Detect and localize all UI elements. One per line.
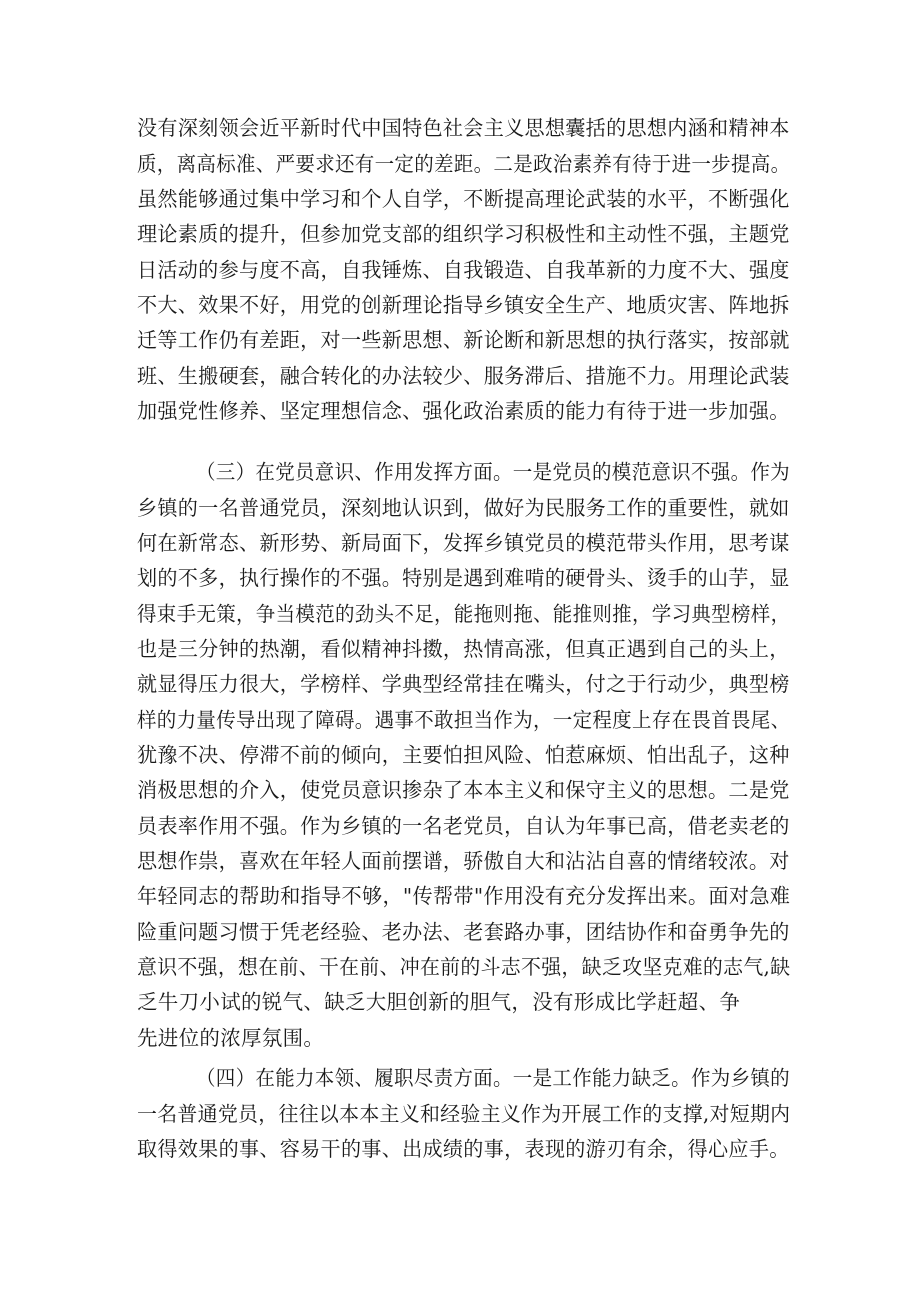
text-line: 不大、效果不好，用党的创新理论指导乡镇安全生产、地质灾害、阵地拆 [137, 293, 790, 317]
text-line: （三）在党员意识、作用发挥方面。一是党员的模范意识不强。作为 [196, 460, 790, 484]
text-line: 加强党性修养、坚定理想信念、强化政治素质的能力有待于进一步加强。 [137, 399, 790, 423]
text-line: （四）在能力本领、履职尽责方面。一是工作能力缺乏。作为乡镇的 [196, 1066, 790, 1090]
text-line: 险重问题习惯于凭老经验、老办法、老套路办事，团结协作和奋勇争先的 [137, 920, 790, 944]
text-line: 班、生搬硬套，融合转化的办法较少、服务滞后、措施不力。用理论武装 [137, 364, 790, 388]
text-line: 没有深刻领会近平新时代中国特色社会主义思想囊括的思想内涵和精神本 [137, 116, 790, 140]
text-line: 消极思想的介入，使党员意识掺杂了本本主义和保守主义的思想。二是党 [137, 778, 790, 802]
text-line: 质，离高标准、严要求还有一定的差距。二是政治素养有待于进一步提高。 [137, 152, 791, 176]
text-line: 理论素质的提升，但参加党支部的组织学习积极性和主动性不强，主题党 [137, 222, 790, 246]
text-line: 就显得压力很大，学榜样、学典型经常挂在嘴头，付之于行动少，典型榜 [137, 672, 790, 696]
text-line: 何在新常态、新形势、新局面下，发挥乡镇党员的模范带头作用，思考谋 [137, 531, 790, 555]
text-line: 样的力量传导出现了障碍。遇事不敢担当作为，一定程度上存在畏首畏尾、 [137, 708, 791, 732]
text-line: 犹豫不决、停滞不前的倾向，主要怕担风险、怕惹麻烦、怕出乱子，这种 [137, 743, 790, 767]
text-line: 员表率作用不强。作为乡镇的一名老党员，自认为年事已高，借老卖老的 [137, 814, 790, 838]
text-line: 虽然能够通过集中学习和个人自学，不断提高理论武装的水平，不断强化 [137, 187, 790, 211]
text-line: 乡镇的一名普通党员，深刻地认识到，做好为民服务工作的重要性，就如 [137, 496, 790, 520]
text-line: 也是三分钟的热潮，看似精神抖擞，热情高涨，但真正遇到自己的头上， [137, 637, 790, 661]
text-line: 乏牛刀小试的锐气、缺乏大胆创新的胆气，没有形成比学赶超、争 [137, 990, 741, 1014]
text-line: 一名普通党员，往往以本本主义和经验主义作为开展工作的支撑,对短期内 [137, 1102, 791, 1126]
text-line: 年轻同志的帮助和指导不够，"传帮带"作用没有充分发挥出来。面对急难 [137, 884, 791, 908]
text-line: 先进位的浓厚氛围。 [137, 1026, 325, 1050]
text-line: 取得效果的事、容易干的事、出成绩的事，表现的游刃有余，得心应手。 [137, 1137, 790, 1161]
text-line: 意识不强，想在前、干在前、冲在前的斗志不强，缺乏攻坚克难的志气,缺 [137, 955, 791, 979]
text-line: 划的不多，执行操作的不强。特别是遇到难啃的硬骨头、烫手的山芋，显 [137, 566, 790, 590]
text-line: 得束手无策，争当模范的劲头不足，能拖则拖、能推则推，学习典型榜样， [137, 602, 791, 626]
text-line: 迁等工作仍有差距，对一些新思想、新论断和新思想的执行落实，按部就 [137, 328, 790, 352]
text-line: 思想作祟，喜欢在年轻人面前摆谱，骄傲自大和沾沾自喜的情绪较浓。对 [137, 849, 790, 873]
text-line: 日活动的参与度不高，自我锤炼、自我锻造、自我革新的力度不大、强度 [137, 258, 790, 282]
